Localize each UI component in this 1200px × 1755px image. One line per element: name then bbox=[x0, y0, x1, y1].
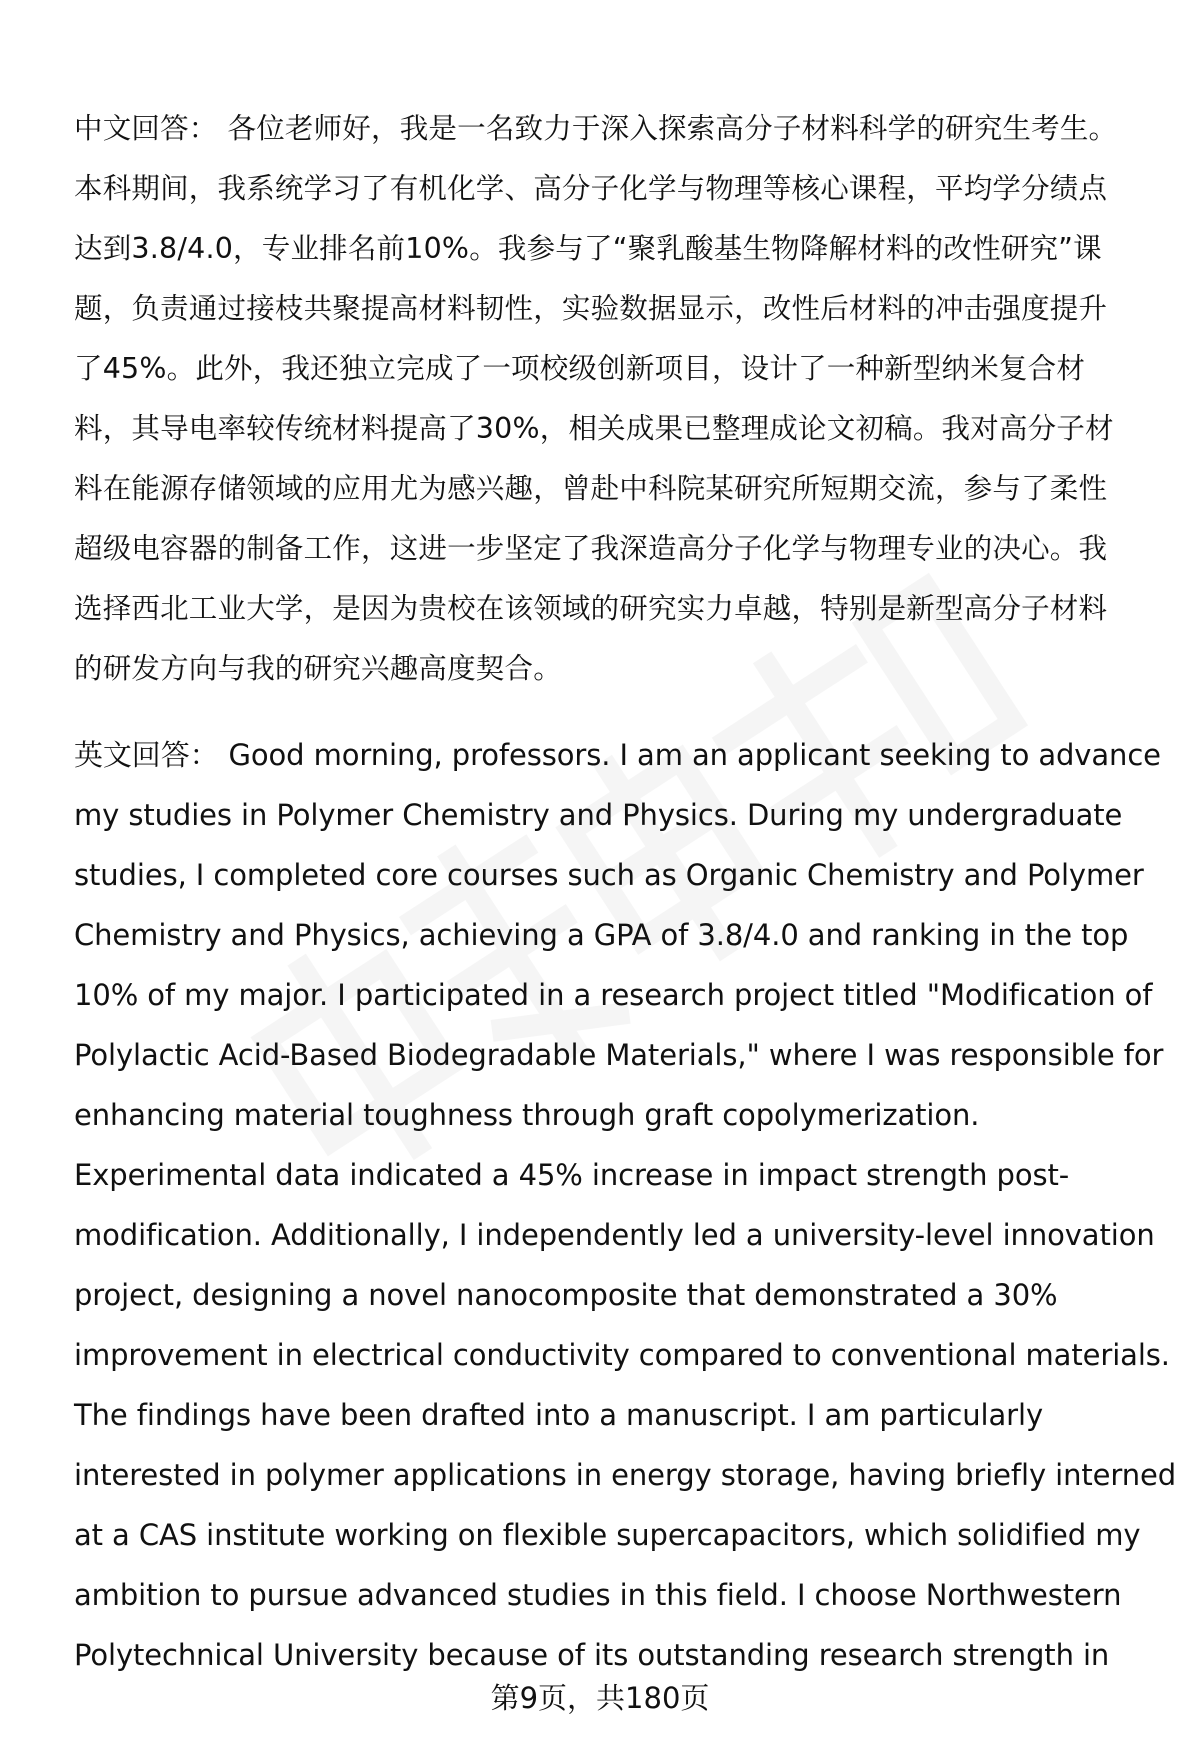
answer-line: Polylactic Acid-Based Biodegradable Materials," where I was responsible for bbox=[74, 1038, 1164, 1072]
answer-line: 达到3.8/4.0，专业排名前10%。我参与了“聚乳酸基生物降解材料的改性研究”课 bbox=[74, 232, 1102, 265]
chinese-answer-label: 中文回答： bbox=[74, 112, 218, 145]
english-answer-label: 英文回答： bbox=[74, 738, 219, 772]
answer-line: 本科期间，我系统学习了有机化学、高分子化学与物理等核心课程，平均学分绩点 bbox=[74, 172, 1108, 205]
answer-text: 各位老师好，我是一名致力于深入探索高分子材料科学的研究生考生。 bbox=[227, 112, 1118, 145]
answer-line: 10% of my major. I participated in a research project titled "Modification of bbox=[74, 978, 1153, 1012]
answer-line: 超级电容器的制备工作，这进一步坚定了我深造高分子化学与物理专业的决心。我 bbox=[74, 532, 1108, 565]
answer-line bbox=[74, 725, 1161, 785]
answer-line: ambition to pursue advanced studies in this field. I choose Northwestern bbox=[74, 1578, 1122, 1612]
answer-line: studies, I completed core courses such as Organic Chemistry and Polymer bbox=[74, 858, 1144, 892]
answer-line: my studies in Polymer Chemistry and Physics. During my undergraduate bbox=[74, 798, 1123, 832]
answer-line: interested in polymer applications in energy storage, having briefly interned bbox=[74, 1458, 1177, 1492]
chinese-answer bbox=[74, 99, 1154, 699]
answer-line: Experimental data indicated a 45% increase in impact strength post- bbox=[74, 1158, 1070, 1192]
answer-line: improvement in electrical conductivity compared to conventional materials. bbox=[74, 1338, 1170, 1372]
answer-line: Chemistry and Physics, achieving a GPA of 3.8/4.0 and ranking in the top bbox=[74, 918, 1129, 952]
answer-line: at a CAS institute working on flexible supercapacitors, which solidified my bbox=[74, 1518, 1141, 1552]
page-number: 第9页，共180页 bbox=[490, 1681, 710, 1715]
answer-line: 题，负责通过接枝共聚提高材料韧性，实验数据显示，改性后材料的冲击强度提升 bbox=[74, 292, 1108, 325]
answer-line: 了45%。此外，我还独立完成了一项校级创新项目，设计了一种新型纳米复合材 bbox=[74, 352, 1086, 385]
answer-line: project, designing a novel nanocomposite that demonstrated a 30% bbox=[74, 1278, 1058, 1312]
answer-text: Good morning, professors. I am an applicant seeking to advance bbox=[228, 738, 1161, 772]
answer-line: Polytechnical University because of its outstanding research strength in bbox=[74, 1638, 1110, 1672]
answer-line: 的研发方向与我的研究兴趣高度契合。 bbox=[74, 652, 562, 685]
english-answer bbox=[74, 725, 1177, 1685]
answer-line: 选择西北工业大学，是因为贵校在该领域的研究实力卓越，特别是新型高分子材料 bbox=[74, 592, 1108, 625]
answer-line: enhancing material toughness through graft copolymerization. bbox=[74, 1098, 980, 1132]
answer-line: modification. Additionally, I independently led a university-level innovation bbox=[74, 1218, 1155, 1252]
answer-line: 料在能源存储领域的应用尤为感兴趣，曾赴中科院某研究所短期交流，参与了柔性 bbox=[74, 472, 1108, 505]
answer-line bbox=[74, 99, 1154, 159]
answer-line: 料，其导电率较传统材料提高了30%，相关成果已整理成论文初稿。我对高分子材 bbox=[74, 412, 1114, 445]
answer-line: The findings have been drafted into a manuscript. I am particularly bbox=[74, 1398, 1044, 1432]
